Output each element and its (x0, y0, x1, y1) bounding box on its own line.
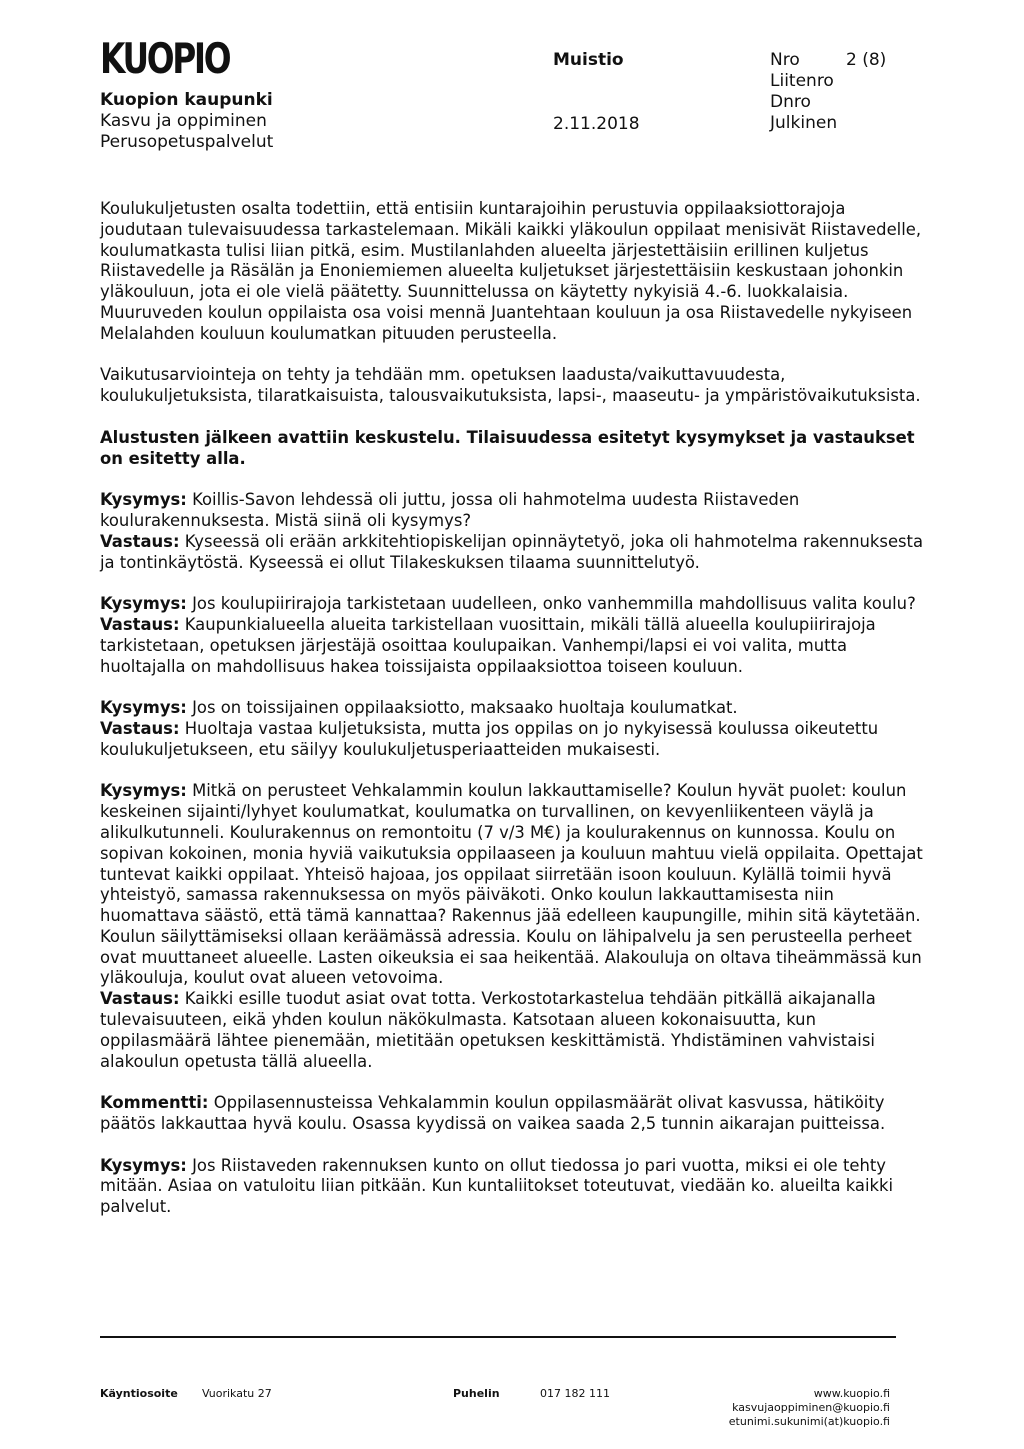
doc-meta (770, 50, 837, 134)
section-heading: Alustusten jälkeen avattiin keskustelu. Tilaisuudessa esitetyt kysymykset ja vastaukset on esitetty alla. (100, 427, 915, 468)
kuopio-logo: KUOPIO (100, 34, 230, 83)
question-label: Kysymys (100, 594, 181, 614)
unit: Perusopetuspalvelut (100, 132, 274, 152)
memo-body (100, 199, 930, 1239)
qa-3: Kysymys: Jos on toissijainen oppilaaksiotto, maksaako huoltaja koulumatkat. Vastaus: Huoltaja vastaa kuljetuksista, mutta jos oppilas on jo nykyisessä koulussa oikeutettu koulukuljetukseen, etu säilyy koulukuljetusperiaatteiden mukaisesti. (100, 698, 879, 759)
comment-label: Kommentti (100, 1093, 202, 1113)
org-name: Kuopion kaupunki (100, 90, 273, 110)
footer-divider (100, 1336, 896, 1338)
answer-text: Kaikki esille tuodut asiat ovat totta. Verkostotarkastelua tehdään pitkällä aikajanalla tulevaisuuteen, eikä yhden koulun näkökulmasta. Katsotaan alueen kokonaisuutta, kun oppilasmäärä lähtee pienemään, mietitään opetuksen keskittämistä. Yhdistäminen vahvistaisi alakoulun opetusta tällä alueella. (100, 989, 876, 1071)
qa-2: Kysymys: Jos koulupiirirajoja tarkistetaan uudelleen, onko vanhemmilla mahdollisuus valita koulu? Vastaus: Kaupunkialueella alueita tarkistellaan vuosittain, mikäli tällä alueella koulupiirirajoja tarkistetaan, opetuksen järjestäjä osoittaa koulupaikan. Vanhempi/lapsi ei voi valita, mutta huoltajalla on mahdollisuus hakea toissijaista oppilaaksiottoa toiseen kouluun. (100, 594, 916, 676)
liitenro-label: Liitenro (770, 71, 834, 91)
qa-1: Kysymys: Koillis-Savon lehdessä oli juttu, jossa oli hahmotelma uudesta Riistaveden koulurakennuksesta. Mistä siinä oli kysymys? Vastaus: Kyseessä oli erään arkkitehtiopiskelijan opinnäytetyö, joka oli hahmotelma rakennuksesta ja tontinkäytöstä. Kyseessä ei ollut Tilakeskuksen tilaama suunnittelutyö. (100, 490, 924, 572)
document-type: Muistio (553, 50, 624, 70)
comment-1: Kommentti: Oppilasennusteissa Vehkalammin koulun oppilasmäärät olivat kasvussa, hätiköity päätös lakkauttaa hyvä koulu. Osassa kyydissä on vaikea saada 2,5 tunnin aikarajan puitteissa. (100, 1093, 886, 1134)
publicity-label: Julkinen (770, 113, 838, 133)
department: Kasvu ja oppiminen (100, 111, 267, 131)
contact-block (700, 1387, 890, 1429)
question-text: Jos on toissijainen oppilaaksiotto, maksaako huoltaja koulumatkat. (192, 698, 738, 718)
question-text: Mitkä on perusteet Vehkalammin koulun lakkauttamiselle? Koulun hyvät puolet: koulun keskeinen sijainti/lyhyet koulumatkat, koulumatka on turvallinen, on kevyenliikenteen väylä ja alikulkutunneli. Koulurakennus on remontoitu (7 v/3 M€) ja koulurakennus on kunnossa. Koulu on sopivan kokoinen, monia hyviä vaikutuksia oppilaaseen ja kouluun mahtuu vielä oppilaita. Opettajat tuntevat kaikki oppilaat. Yhteisö hajoaa, jos oppilaat siirretään isoon kouluun. Kylällä toimii hyvä yhteistyö, samassa rakennuksessa on myös päiväkoti. Onko koulun lakkauttamisesta niin huomattava säästö, että tämä kannattaa? Rakennus jää edelleen kaupungille, mihin sitä käytetään. Koulun säilyttämiseksi ollaan keräämässä adressia. Koulu on lähipalvelu ja sen perusteella perheet ovat muuttaneet alueelle. Lasten oikeuksia ei saa heikentää. Alakouluja on oltava tiheämmässä kun yläkouluja, koulut ovat alueen vetovoima. (100, 781, 923, 988)
email-link[interactable]: kasvujaoppiminen@kuopio.fi (732, 1401, 890, 1414)
answer-label: Vastaus (100, 531, 173, 551)
question-text: Jos Riistaveden rakennuksen kunto on ollut tiedossa jo pari vuotta, miksi ei ole tehty mitään. Asiaa on vatuloitu liian pitkään. Kun kuntaliitokset toteutuvat, viedään ko. alueilta kaikki palvelut. (100, 1155, 894, 1217)
question-label: Kysymys (100, 490, 181, 510)
question-label: Kysymys (100, 1155, 181, 1175)
answer-text: Huoltaja vastaa kuljetuksista, mutta jos oppilas on jo nykyisessä koulussa oikeutettu koulukuljetukseen, etu säilyy koulukuljetusperiaatteiden mukaisesti. (100, 718, 879, 759)
nro-label: Nro (770, 50, 800, 70)
document-date: 2.11.2018 (553, 114, 640, 134)
visit-address-value: Vuorikatu 27 (202, 1387, 272, 1400)
question-text: Koillis-Savon lehdessä oli juttu, jossa oli hahmotelma uudesta Riistaveden koulurakennuksesta. Mistä siinä oli kysymys? (100, 490, 800, 530)
visit-address-label: Käyntiosoite (100, 1387, 178, 1400)
email-format: etunimi.sukunimi(at)kuopio.fi (728, 1415, 890, 1428)
question-label: Kysymys (100, 781, 181, 801)
qa-5: Kysymys: Jos Riistaveden rakennuksen kunto on ollut tiedossa jo pari vuotta, miksi ei ole tehty mitään. Asiaa on vatuloitu liian pitkään. Kun kuntaliitokset toteutuvat, viedään ko. alueilta kaikki palvelut. (100, 1155, 894, 1217)
answer-label: Vastaus (100, 989, 173, 1009)
qa-4: Kysymys: Mitkä on perusteet Vehkalammin koulun lakkauttamiselle? Koulun hyvät puolet: koulun keskeinen sijainti/lyhyet koulumatkat, koulumatka on turvallinen, on kevyenliikenteen väylä ja alikulkutunneli. Koulurakennus on remontoitu (7 v/3 M€) ja koulurakennus on kunnossa. Koulu on sopivan kokoinen, monia hyviä vaikutuksia oppilaaseen ja kouluun mahtuu vielä oppilaita. Opettajat tuntevat kaikki oppilaat. Yhteisö hajoaa, jos oppilaat siirretään isoon kouluun. Kylällä toimii hyvä yhteistyö, samassa rakennuksessa on myös päiväkoti. Onko koulun lakkauttamisesta niin huomattava säästö, että tämä kannattaa? Rakennus jää edelleen kaupungille, mihin sitä käytetään. Koulun säilyttämiseksi ollaan keräämässä adressia. Koulu on lähipalvelu ja sen perusteella perheet ovat muuttaneet alueelle. Lasten oikeuksia ei saa heikentää. Alakouluja on oltava tiheämmässä kun yläkouluja, koulut ovat alueen vetovoima. Vastaus: Kaikki esille tuodut asiat ovat totta. Verkostotarkastelua tehdään pitkällä aikajanalla tulevaisuuteen, eikä yhden koulun näkökulmasta. Katsotaan alueen kokonaisuutta, kun oppilasmäärä lähtee pienemään, mietitään opetuksen keskittämistä. Yhdistäminen vahvistaisi alakoulun opetusta tällä alueella. (100, 781, 923, 1071)
answer-text: Kyseessä oli erään arkkitehtiopiskelijan opinnäytetyö, joka oli hahmotelma rakennuksesta ja tontinkäytöstä. Kyseessä ei ollut Tilakeskuksen tilaama suunnittelutyö. (100, 531, 924, 572)
question-text: Jos koulupiirirajoja tarkistetaan uudelleen, onko vanhemmilla mahdollisuus valita koulu? (192, 594, 916, 614)
answer-label: Vastaus (100, 614, 173, 634)
answer-text: Kaupunkialueella alueita tarkistellaan vuosittain, mikäli tällä alueella koulupiirirajoja tarkistetaan, opetuksen järjestäjä osoittaa koulupaikan. Vanhempi/lapsi ei voi valita, mutta huoltajalla on mahdollisuus hakea toissijaista oppilaaksiottoa toiseen kouluun. (100, 614, 876, 676)
question-label: Kysymys (100, 698, 181, 718)
comment-text: Oppilasennusteissa Vehkalammin koulun oppilasmäärät olivat kasvussa, hätiköity päätös lakkauttaa hyvä koulu. Osassa kyydissä on vaikea saada 2,5 tunnin aikarajan puitteissa. (100, 1093, 886, 1134)
website-link[interactable]: www.kuopio.fi (813, 1387, 890, 1400)
paragraph-transport: Koulukuljetusten osalta todettiin, että entisiin kuntarajoihin perustuvia oppilaaksiottorajoja joudutaan tulevaisuudessa tarkastelemaan. Mikäli kaikki yläkoulun oppilaat menisivät Riistavedelle, koulumatkasta tulisi liian pitkä, esim. Mustilanlahden alueelta järjestettäisiin erillinen kuljetus Riistavedelle ja Räsälän ja Enoniemiemen alueelta kuljetukset järjestettäisiin keskustaan johonkin yläkouluun, jota ei ole vielä päätetty. Suunnittelussa on käytetty nykyisiä 4.-6. luokkalaisia. Muuruveden koulun oppilaista osa voisi mennä Juantehtaan kouluun ja osa Riistavedelle nykyiseen Melalahden kouluun koulumatkan pituuden perusteella. (100, 199, 922, 343)
phone-value: 017 182 111 (540, 1387, 610, 1400)
org-block (100, 90, 273, 153)
phone-label: Puhelin (453, 1387, 500, 1400)
answer-label: Vastaus (100, 718, 173, 738)
dnro-label: Dnro (770, 92, 811, 112)
paragraph-impact: Vaikutusarviointeja on tehty ja tehdään mm. opetuksen laadusta/vaikuttavuudesta, koulukuljetuksista, tilaratkaisuista, talousvaikutuksista, lapsi-, maaseutu- ja ympäristövaikutuksista. (100, 365, 921, 406)
page-number: 2 (8) (846, 50, 887, 70)
